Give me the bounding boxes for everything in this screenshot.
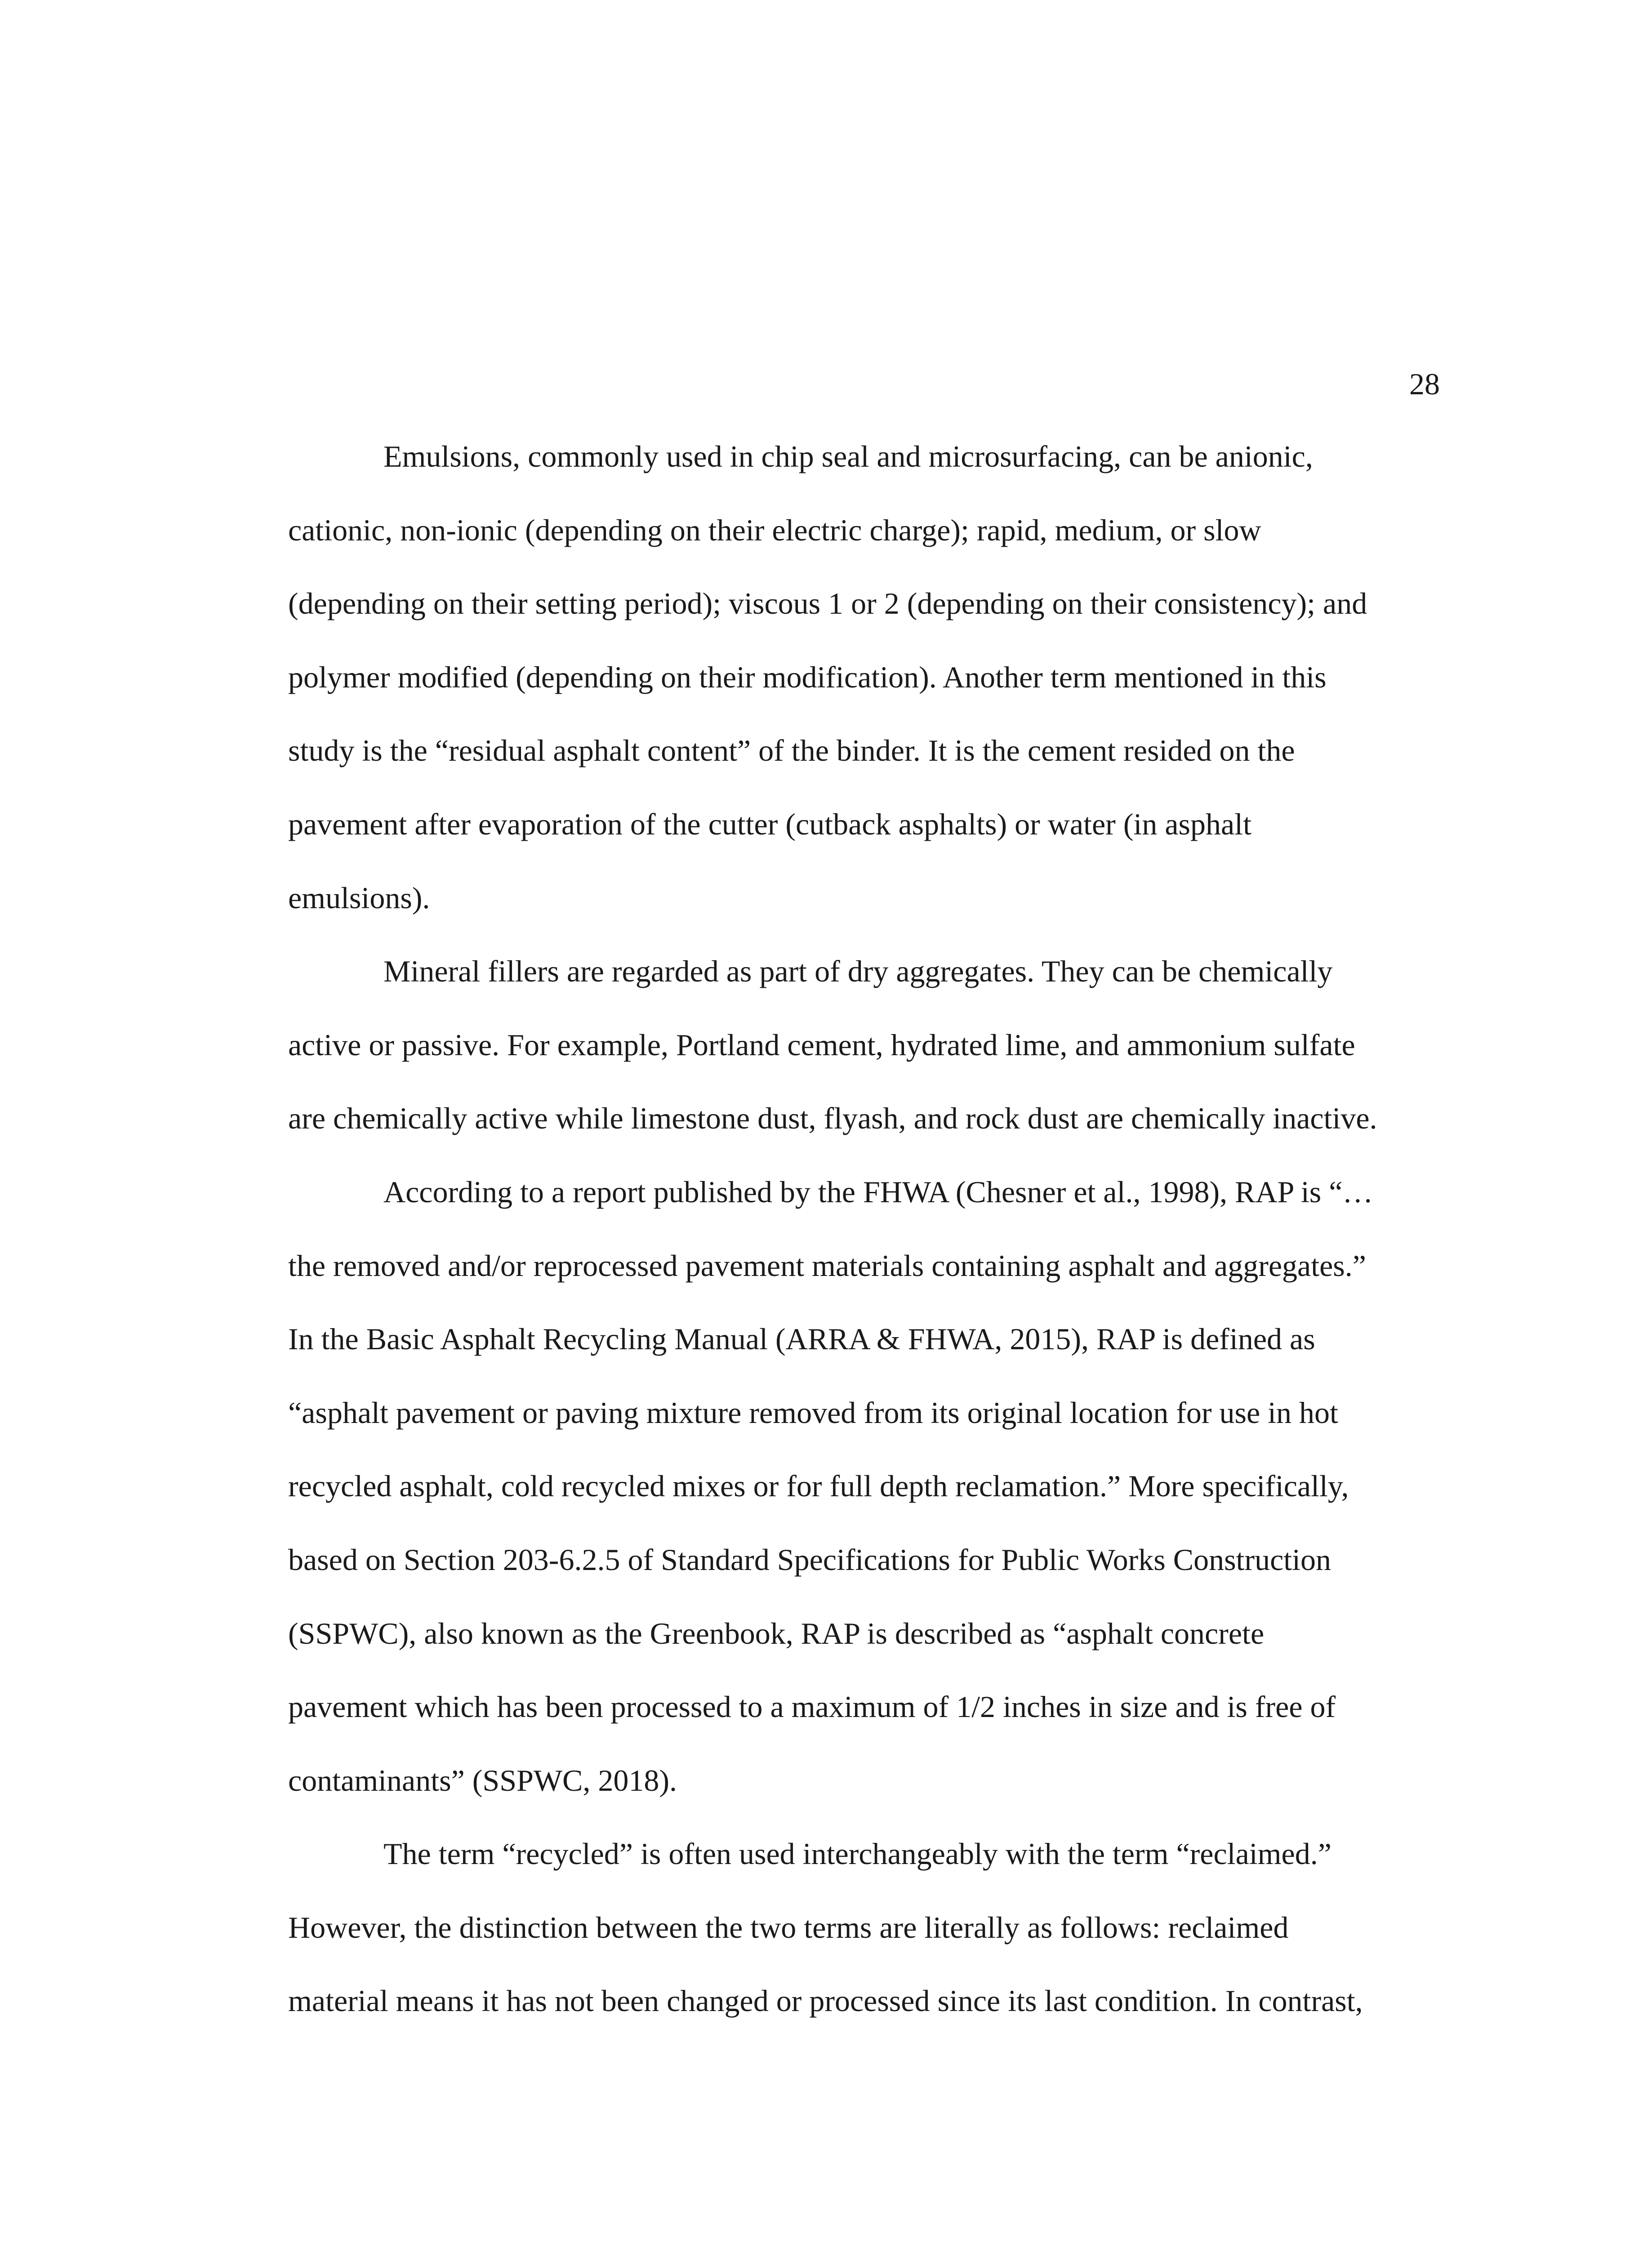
text-line: However, the distinction between the two terms are literally as follows: reclaimed bbox=[288, 1910, 1289, 1945]
text-line: cationic, non-ionic (depending on their electric charge); rapid, medium, or slow bbox=[288, 513, 1261, 547]
text-line: recycled asphalt, cold recycled mixes or for full depth reclamation.” More specifically, bbox=[288, 1469, 1349, 1503]
text-line: pavement which has been processed to a maximum of 1/2 inches in size and is free of bbox=[288, 1690, 1336, 1724]
text-line: the removed and/or reprocessed pavement materials containing asphalt and aggregates.” bbox=[288, 1248, 1366, 1283]
text-line: (depending on their setting period); viscous 1 or 2 (depending on their consistency); and bbox=[288, 586, 1367, 621]
text-line: active or passive. For example, Portland cement, hydrated lime, and ammonium sulfate bbox=[288, 1027, 1355, 1062]
text-line: Emulsions, commonly used in chip seal and microsurfacing, can be anionic, bbox=[383, 439, 1313, 473]
text-line: pavement after evaporation of the cutter (cutback asphalts) or water (in asphalt bbox=[288, 807, 1251, 841]
text-line: polymer modified (depending on their modification). Another term mentioned in this bbox=[288, 660, 1327, 694]
text-line: In the Basic Asphalt Recycling Manual (ARRA & FHWA, 2015), RAP is defined as bbox=[288, 1322, 1315, 1356]
text-line: contaminants” (SSPWC, 2018). bbox=[288, 1763, 677, 1798]
text-line: study is the “residual asphalt content” of the binder. It is the cement resided on the bbox=[288, 733, 1295, 768]
text-line: emulsions). bbox=[288, 880, 430, 915]
text-line: “asphalt pavement or paving mixture removed from its original location for use in hot bbox=[288, 1395, 1338, 1430]
text-line: According to a report published by the FHWA (Chesner et al., 1998), RAP is “… bbox=[383, 1174, 1373, 1209]
text-line: (SSPWC), also known as the Greenbook, RAP is described as “asphalt concrete bbox=[288, 1616, 1265, 1650]
text-line: based on Section 203-6.2.5 of Standard Specifications for Public Works Construction bbox=[288, 1542, 1331, 1577]
text-line: Mineral fillers are regarded as part of dry aggregates. They can be chemically bbox=[383, 954, 1333, 989]
text-line: The term “recycled” is often used interchangeably with the term “reclaimed.” bbox=[383, 1837, 1331, 1871]
text-line: material means it has not been changed or processed since its last condition. In contrast, bbox=[288, 1984, 1363, 2018]
page-number: 28 bbox=[1409, 367, 1440, 401]
body-text bbox=[288, 436, 1430, 2054]
text-line: are chemically active while limestone dust, flyash, and rock dust are chemically inactive. bbox=[288, 1101, 1377, 1136]
